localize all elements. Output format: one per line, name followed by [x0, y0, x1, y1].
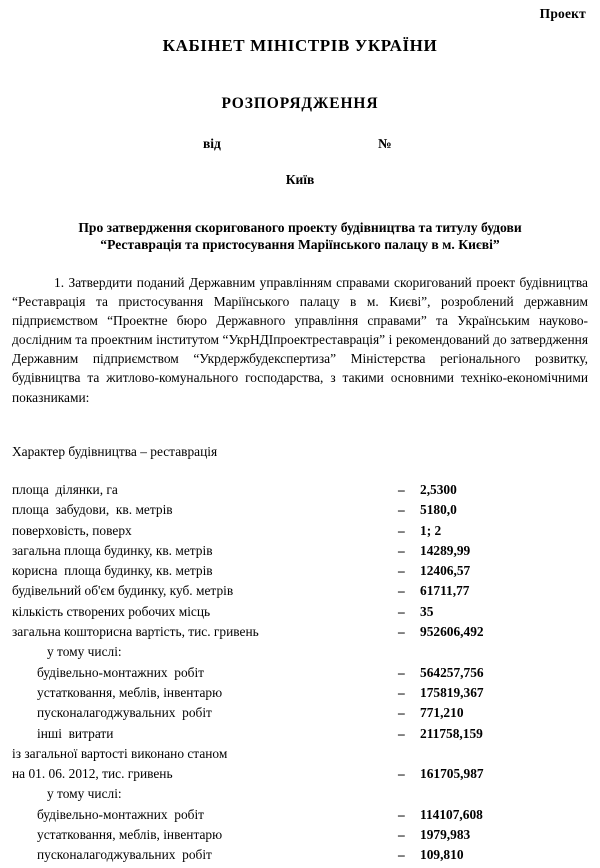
indicator-row — [12, 807, 588, 827]
indicator-value: 952606,492 — [420, 624, 484, 640]
indicator-value: 14289,99 — [420, 542, 471, 558]
body-paragraph-1: 1. Затвердити поданий Державним управлінням справами скоригований проект будівництва “Реставрація та пристосування Маріїнського палацу в м. Києві”, розроблений державним підприємством “Проектне бюро Державного управління справами” та Українським науково-дослідним та проектним інститутом “УкрНДІпроектреставрація” і рекомендований до затвердження Державним підприємством “Укрдержбудекспертиза” Міністерства регіонального розвитку, будівництва та житлово-комунального господарства, з такими основними техніко-економічними показниками: — [12, 275, 588, 405]
indicator-label: поверховість, поверх — [12, 522, 132, 538]
indicator-row — [12, 665, 588, 685]
indicator-label: пусконалагоджувальних робіт — [37, 705, 212, 721]
indicator-dash: – — [398, 827, 405, 843]
indicator-label: загальна кошторисна вартість, тис. гривень — [12, 624, 259, 640]
indicator-label: площа забудови, кв. метрів — [12, 502, 173, 518]
city-label: Київ — [285, 172, 315, 187]
indicator-dash: – — [398, 847, 405, 863]
indicator-label: на 01. 06. 2012, тис. гривень — [12, 766, 173, 782]
indicator-dash: – — [398, 705, 405, 721]
indicator-dash: – — [398, 684, 405, 700]
indicator-row — [12, 827, 588, 847]
indicator-label: інші витрати — [37, 725, 114, 741]
indicator-row — [12, 563, 588, 583]
indicator-dash: – — [398, 624, 405, 640]
indicator-value: 175819,367 — [420, 684, 484, 700]
indicator-value: 5180,0 — [420, 502, 457, 518]
construction-character-line: Характер будівництва – реставрація — [12, 444, 218, 459]
document-subject — [30, 219, 570, 253]
indicator-row — [12, 543, 588, 563]
indicator-row — [12, 624, 588, 644]
indicator-dash: – — [398, 522, 405, 538]
subject-line-2: “Реставрація та пристосування Маріїнського палацу в м. Києві” — [100, 237, 500, 252]
indicator-value: 12406,57 — [420, 563, 471, 579]
indicator-label: корисна площа будинку, кв. метрів — [12, 563, 213, 579]
indicator-row — [12, 847, 588, 867]
indicator-value: 211758,159 — [420, 725, 483, 741]
indicator-dash: – — [398, 806, 405, 822]
indicator-dash: – — [398, 603, 405, 619]
indicator-label: у тому числі: — [47, 644, 122, 660]
indicator-dash: – — [398, 664, 405, 680]
indicator-dash: – — [398, 583, 405, 599]
indicator-label: кількість створених робочих місць — [12, 603, 211, 619]
indicator-value: 2,5300 — [420, 482, 457, 497]
indicator-dash: – — [398, 563, 405, 579]
indicator-row — [12, 726, 588, 746]
subject-line-1: Про затвердження скоригованого проекту будівництва та титулу будови — [78, 220, 522, 235]
indicator-row — [12, 766, 588, 786]
indicator-label: загальна площа будинку, кв. метрів — [12, 542, 213, 558]
indicator-label: будівельний об'єм будинку, куб. метрів — [12, 583, 234, 599]
indicator-label: будівельно-монтажних робіт — [37, 664, 205, 680]
indicator-row — [12, 482, 588, 502]
indicator-row — [12, 604, 588, 624]
indicator-value: 1979,983 — [420, 827, 471, 843]
indicator-dash: – — [398, 502, 405, 518]
indicator-value: 114107,608 — [420, 806, 483, 822]
indicator-row — [12, 685, 588, 705]
indicator-value: 35 — [420, 603, 434, 619]
indicator-row — [12, 523, 588, 543]
indicator-value: 109,810 — [420, 847, 464, 863]
date-label: від — [203, 136, 221, 151]
indicator-dash: – — [398, 542, 405, 558]
indicator-label: із загальної вартості виконано станом — [12, 745, 228, 761]
indicator-row — [12, 705, 588, 725]
indicator-label: устатковання, меблів, інвентарю — [37, 684, 223, 700]
indicator-row — [12, 746, 588, 766]
indicator-label: будівельно-монтажних робіт — [37, 806, 205, 822]
indicator-value: 564257,756 — [420, 664, 484, 680]
indicator-row — [12, 583, 588, 603]
document-kind-heading: РОЗПОРЯДЖЕННЯ — [221, 95, 379, 112]
indicator-dash: – — [398, 766, 405, 782]
indicator-dash: – — [398, 725, 405, 741]
indicator-value: 161705,987 — [420, 766, 484, 782]
number-label: № — [378, 136, 392, 151]
indicator-label: у тому числі: — [47, 786, 122, 802]
indicator-label: пусконалагоджувальних робіт — [37, 847, 212, 863]
indicator-value: 1; 2 — [420, 522, 442, 538]
organization-title: КАБІНЕТ МІНІСТРІВ УКРАЇНИ — [162, 36, 438, 55]
draft-stamp: Проект — [539, 6, 586, 21]
technical-economic-indicators — [12, 482, 588, 868]
indicator-row — [12, 502, 588, 522]
indicator-label: площа ділянки, га — [12, 482, 118, 497]
indicator-row — [12, 644, 588, 664]
indicator-dash: – — [398, 482, 405, 497]
indicator-value: 771,210 — [420, 705, 464, 721]
indicator-value: 61711,77 — [420, 583, 470, 599]
indicator-row — [12, 786, 588, 806]
indicator-label: устатковання, меблів, інвентарю — [37, 827, 223, 843]
